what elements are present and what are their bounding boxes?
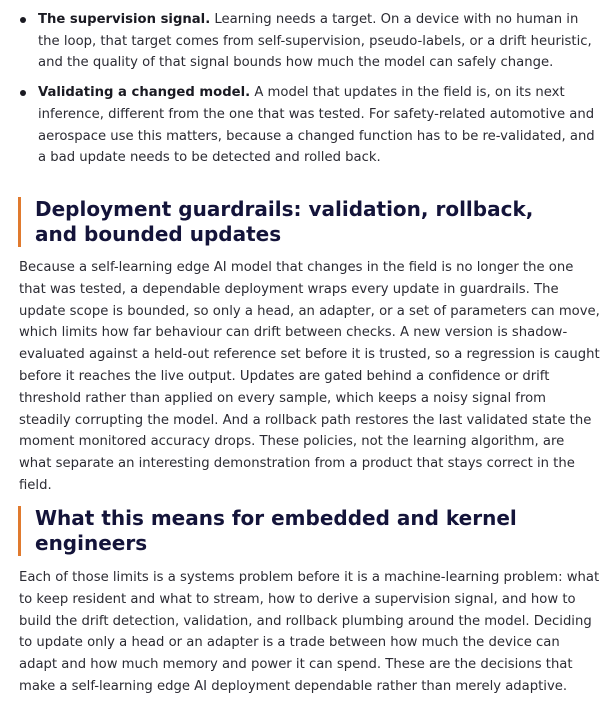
section-heading: Deployment guardrails: validation, rollback, and bounded updates	[18, 197, 555, 247]
bullet-dot	[20, 17, 26, 23]
section-paragraph: Because a self-learning edge AI model that changes in the field is no longer the one that was tested, a dependable deployment wraps every update in guardrails. The update scope is bounded, so only a head, an adapter, or a set of parameters can move, which limits how far behaviour can drift between checks. A new version is shadow-evaluated against a held-out reference set before it is trusted, so a regression is caught before it reaches the live output. Updates are gated behind a confidence or drift threshold rather than applied on every sample, which keeps a noisy signal from steadily corrupting the model. And a rollback path restores the last validated state the moment monitored accuracy drops. These policies, not the learning algorithm, are what separate an interesting demonstration from a product that stays correct in the field.	[19, 260, 600, 493]
bullet-term: The supervision signal.	[38, 12, 211, 27]
bullet-text: A model that updates in the field is, on its next inference, different from the one that was tested. For safety-related automotive and aerospace use this matters, because a changed function has to be re-validated, and a bad update needs to be detected and rolled back.	[38, 85, 595, 166]
list-item	[0, 82, 614, 169]
bullet-dot	[20, 90, 26, 96]
section-deployment-guardrails	[0, 197, 614, 497]
section-embedded-engineers	[0, 506, 614, 698]
list-item	[0, 9, 614, 74]
section-heading: What this means for embedded and kernel engineers	[18, 506, 555, 556]
bullet-term: Validating a changed model.	[38, 85, 251, 101]
section-paragraph: Each of those limits is a systems problem before it is a machine-learning problem: what to keep resident and what to stream, how to derive a supervision signal, and how to build the drift detection, validation, and rollback plumbing around the model. Deciding to update only a head or an adapter is a trade between how much the device can adapt and how much memory and power it can spend. These are the decisions that make a self-learning edge AI deployment dependable rather than merely adaptive.	[19, 570, 600, 694]
limits-bullet-list	[0, 9, 614, 169]
bullet-text: Learning needs a target. On a device with no human in the loop, that target comes from self-supervision, pseudo-labels, or a drift heuristic, and the quality of that signal bounds how much the model can safely change.	[38, 12, 592, 71]
